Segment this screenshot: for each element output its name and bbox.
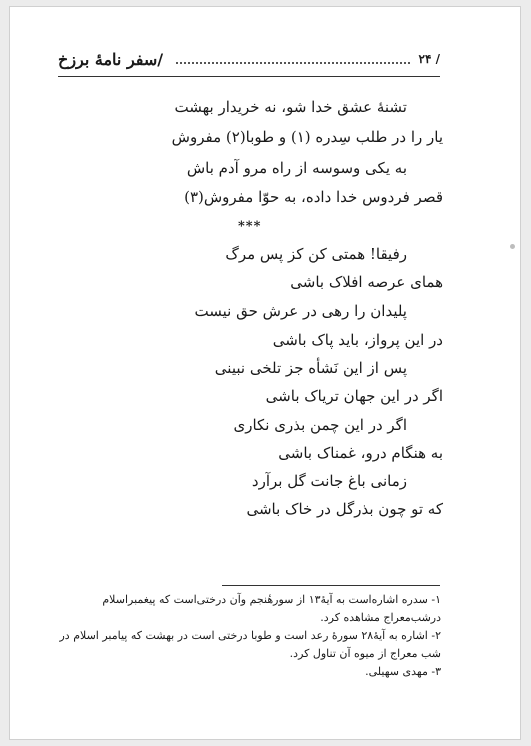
poem-line: قصر فردوس خدا داده، به حوّا مفروش(۳) bbox=[184, 188, 443, 206]
footnote-line: شب معراج از میوه آن تناول کرد. bbox=[289, 647, 441, 660]
poem-line: اگر در این چمن بذری نکاری bbox=[233, 416, 407, 434]
poem-line: همای عرصه افلاک باشی bbox=[290, 273, 443, 291]
footnote-line: ۱- سدره اشاره‌است به آیهٔ۱۳ از سورهٔنجم وآن درختی‌است که پیغمبراسلام bbox=[102, 593, 441, 606]
poem-line: در این پرواز، باید پاک باشی bbox=[272, 331, 443, 349]
header-dotted-leader bbox=[176, 62, 410, 64]
poem-line: رفیقا! همتی کن کز پس مرگ bbox=[225, 245, 407, 263]
poem-line: تشنهٔ عشق خدا شو، نه خریدار بهشت bbox=[174, 98, 407, 116]
footnote-line: ۲- اشاره به آیهٔ۲۸ سورهٔ رعد است و طوبا درختی است در بهشت که پیامبر اسلام در bbox=[59, 629, 441, 642]
poem-line: پس از این نَشأه جز تلخی نبینی bbox=[214, 359, 407, 377]
poem-line: که تو چون بذرگل در خاک باشی bbox=[246, 500, 443, 518]
book-title: /سفر نامهٔ برزخ bbox=[58, 50, 164, 69]
footnote-line: ۳- مهدی سهیلی. bbox=[365, 665, 441, 678]
page-header bbox=[58, 52, 440, 74]
margin-mark bbox=[510, 244, 515, 249]
poem-line: به یکی وسوسه از راه مرو آدم باش bbox=[186, 159, 407, 177]
page-number: / ۲۴ bbox=[418, 52, 440, 66]
footnote-line: درشب‌معراج مشاهده کرد. bbox=[320, 611, 441, 624]
header-rule bbox=[58, 76, 440, 77]
poem-line: اگر در این جهان تریاک باشی bbox=[265, 387, 443, 405]
footnote-rule bbox=[222, 585, 440, 586]
poem-line: زمانی باغ جانت گل برآرد bbox=[251, 472, 407, 490]
section-separator: *** bbox=[238, 219, 262, 234]
poem-line: یار را در طلب سِدره (۱) و طوبا(۲) مفروش bbox=[171, 128, 443, 146]
poem-line: به هنگام درو، غمناک باشی bbox=[278, 444, 443, 462]
poem-line: پلیدان را رهی در عرش حق نیست bbox=[194, 302, 407, 320]
